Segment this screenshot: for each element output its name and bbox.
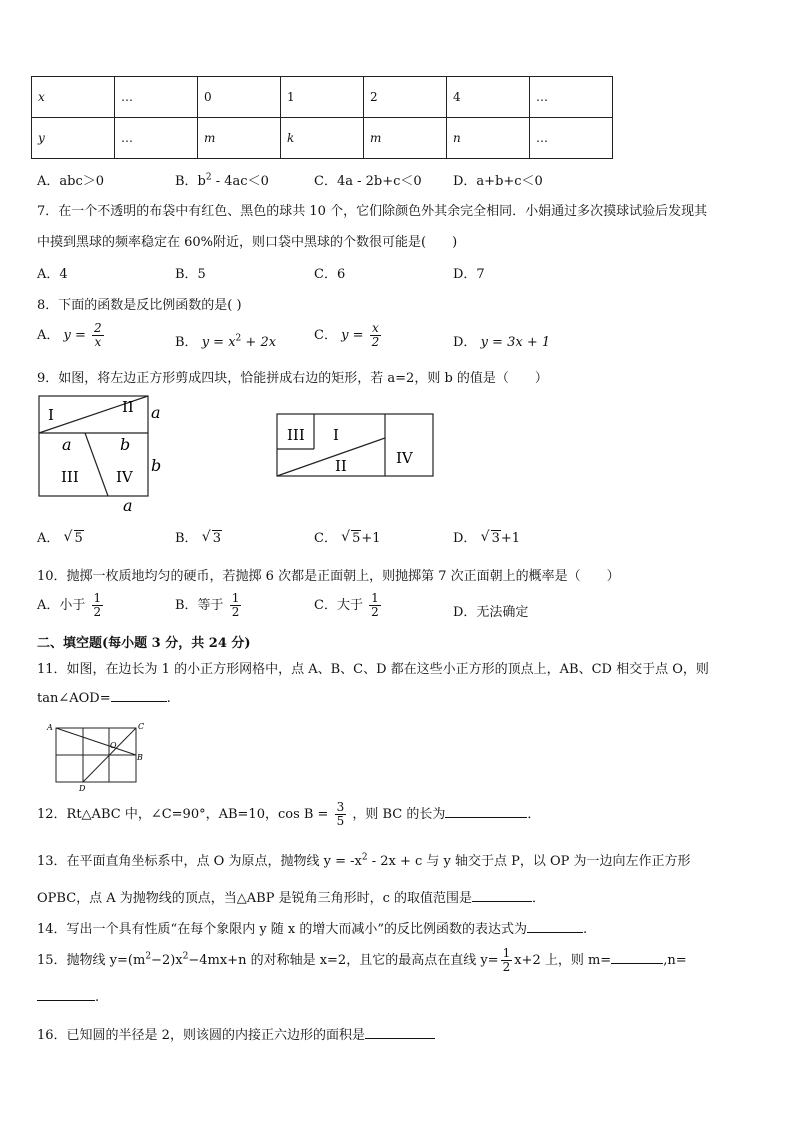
side-label: b xyxy=(120,435,131,454)
expr: y = 3x + 1 xyxy=(480,335,551,350)
point-label: C xyxy=(138,722,144,731)
q7-stem-line1: 7．在一个不透明的布袋中有红色、黑色的球共 10 个，它们除颜色外其余完全相同．小娟通过多次摸球试验后发现其 xyxy=(37,204,708,219)
fraction-numerator: 2 xyxy=(94,321,102,335)
q9-option-c xyxy=(314,527,381,546)
option-label: A．小于 xyxy=(37,598,86,613)
q15-post3: ,n= xyxy=(663,953,687,968)
sqrt: √ 5 xyxy=(341,529,361,546)
q6-option-c: C．4a - 2b+c＜0 xyxy=(314,174,422,189)
tail: +1 xyxy=(500,531,521,546)
q6-option-b-prefix: B．b xyxy=(175,174,206,189)
q9-right-rectangle-figure xyxy=(275,410,440,482)
q16 xyxy=(37,1024,435,1043)
table-cell: … xyxy=(530,118,613,159)
option-label: B． xyxy=(175,531,198,546)
q11-stem-line2: tan∠AOD= . xyxy=(37,691,171,706)
q15-post2: x+2 上，则 m= xyxy=(514,953,612,968)
table-cell: 1 xyxy=(281,77,364,118)
fraction xyxy=(369,592,381,619)
q6-option-b xyxy=(175,170,269,189)
table-cell: y xyxy=(32,118,115,159)
q9-stem: 9．如图，将左边正方形剪成四块，恰能拼成右边的矩形，若 a=2，则 b 的值是（ ） xyxy=(37,371,548,386)
table-cell: … xyxy=(115,77,198,118)
answer-blank xyxy=(527,932,583,933)
table-cell: m xyxy=(364,118,447,159)
table-cell: … xyxy=(115,118,198,159)
point-label: D xyxy=(79,784,86,793)
q11-grid-figure xyxy=(44,718,144,793)
table-cell: x xyxy=(32,77,115,118)
q16-text: 16．已知圆的半径是 2，则该圆的内接正六边形的面积是 xyxy=(37,1028,365,1043)
side-label: a xyxy=(151,403,161,422)
option-label: C．大于 xyxy=(314,598,363,613)
answer-blank xyxy=(111,701,167,702)
q8-option-c xyxy=(314,322,383,349)
table-cell: 4 xyxy=(447,77,530,118)
fraction-denominator: x xyxy=(94,335,102,349)
option-label: C． xyxy=(314,531,337,546)
q6-option-b-sup: 2 xyxy=(205,172,212,183)
fraction-denominator: 2 xyxy=(502,960,511,974)
q15-line2: . xyxy=(37,990,99,1005)
q13-expr-a: 13．在平面直角坐标系中，点 O 为原点，抛物线 y = -x xyxy=(37,854,362,869)
option-label: B．等于 xyxy=(175,598,224,613)
table-cell: 2 xyxy=(364,77,447,118)
q13-line2-text: OPBC，点 A 为抛物线的顶点，当△ABP 是锐角三角形时，c 的取值范围是 xyxy=(37,891,473,906)
exponent: 2 xyxy=(361,852,368,863)
fraction-denominator: 2 xyxy=(371,605,379,619)
q12-suffix: ，则 BC 的长为 xyxy=(352,807,446,822)
side-label: a xyxy=(62,435,72,454)
fraction-denominator: 5 xyxy=(336,814,345,828)
piece-label: IV xyxy=(396,449,413,467)
q12: 12．Rt△ABC 中，∠C=90°，AB=10，cos B = $\frac{3}{5}$ ，则 BC 的长为 ． xyxy=(37,800,541,828)
radicand: 5 xyxy=(74,531,83,546)
piece-label: I xyxy=(333,426,339,444)
q13-line1 xyxy=(37,850,691,869)
sqrt: √ 3 xyxy=(480,529,500,546)
sqrt: √ 5 xyxy=(63,529,83,546)
option-label: B． xyxy=(175,335,198,350)
section-heading: 二、填空题(每小题 3 分，共 24 分) xyxy=(37,636,251,651)
answer-blank xyxy=(37,1000,95,1001)
tail: +1 xyxy=(361,531,381,546)
fraction xyxy=(92,322,104,349)
q8-option-b xyxy=(175,331,276,350)
point-label: O xyxy=(110,741,117,750)
q8-option-d xyxy=(453,331,550,350)
option-label: D． xyxy=(453,531,477,546)
q10-option-d: D．无法确定 xyxy=(453,605,529,620)
piece-label: III xyxy=(287,426,305,444)
q14: 14．写出一个具有性质“在每个象限内 y 随 x 的增大而减小”的反比例函数的表达式为 . xyxy=(37,922,588,937)
radicand: 3 xyxy=(212,531,221,546)
xy-value-table xyxy=(31,76,613,159)
table-row-x xyxy=(32,77,613,118)
q9-option-d xyxy=(453,527,520,546)
q7-option-a: A．4 xyxy=(37,267,68,282)
fraction-denominator: 2 xyxy=(371,335,380,349)
fraction xyxy=(370,322,382,349)
exponent: 2 xyxy=(235,333,242,344)
piece-label: II xyxy=(335,457,347,475)
table-cell: n xyxy=(447,118,530,159)
answer-blank xyxy=(445,817,527,818)
q9-option-b xyxy=(175,527,222,546)
piece-label: I xyxy=(48,406,54,424)
q15-post: −4mx+n 的对称轴是 x=2，且它的最高点在直线 y= xyxy=(188,953,499,968)
fraction-numerator: 1 xyxy=(231,591,240,605)
q11-stem-line1: 11．如图，在边长为 1 的小正方形网格中，点 A、B、C、D 都在这些小正方形的顶点上，AB、CD 相交于点 O，则 xyxy=(37,662,709,677)
q10-stem: 10．抛掷一枚质地均匀的硬币，若抛掷 6 次都是正面朝上，则抛掷第 7 次正面朝上的概率是（ ） xyxy=(37,569,620,584)
table-cell: 0 xyxy=(198,77,281,118)
expr: y = xyxy=(63,328,86,343)
q7-option-d: D．7 xyxy=(453,267,485,282)
fraction-denominator: 2 xyxy=(231,605,240,619)
q6-option-a: A．abc＞0 xyxy=(37,174,105,189)
piece-label: II xyxy=(122,398,134,416)
answer-blank xyxy=(365,1038,435,1039)
fraction xyxy=(92,592,104,619)
fraction-numerator: x xyxy=(370,322,382,336)
table-row-y xyxy=(32,118,613,159)
table-cell: k xyxy=(281,118,364,159)
q10-option-c xyxy=(314,592,383,619)
radicand: 5 xyxy=(352,531,361,546)
q6-option-d: D．a+b+c＜0 xyxy=(453,174,543,189)
answer-blank xyxy=(472,901,532,902)
q9-option-a xyxy=(37,527,84,546)
q10-option-a xyxy=(37,592,105,619)
exponent: 2 xyxy=(182,951,189,962)
fraction-numerator: 3 xyxy=(336,800,345,814)
q7-option-b: B．5 xyxy=(175,267,206,282)
q15 xyxy=(37,947,687,974)
q13-expr-b: - 2x + c 与 y 轴交于点 P，以 OP 为一边向左作正方形 xyxy=(367,854,691,869)
piece-label: IV xyxy=(116,468,133,486)
fraction-denominator: 2 xyxy=(93,605,102,619)
q10-option-b xyxy=(175,592,243,619)
q9-left-square-figure xyxy=(30,390,180,515)
fraction-numerator: 1 xyxy=(371,591,379,605)
fraction xyxy=(230,592,242,619)
option-label: A． xyxy=(37,531,60,546)
q11-expr: tan∠AOD= xyxy=(37,691,111,706)
fraction-numerator: 1 xyxy=(93,591,102,605)
expr: y = xyxy=(341,328,364,343)
q15-mid: −2)x xyxy=(151,953,183,968)
q6-option-b-suffix: - 4ac＜0 xyxy=(211,174,269,189)
q15-pre: 15．抛物线 y=(m xyxy=(37,953,146,968)
q7-option-c: C．6 xyxy=(314,267,346,282)
radicand: 3 xyxy=(491,531,500,546)
q8-stem: 8．下面的函数是反比例函数的是( ) xyxy=(37,298,242,313)
table-cell: … xyxy=(530,77,613,118)
q8-option-a xyxy=(37,322,106,349)
q14-text: 14．写出一个具有性质“在每个象限内 y 随 x 的增大而减小”的反比例函数的表达式为 xyxy=(37,922,528,937)
q13-line2: OPBC，点 A 为抛物线的顶点，当△ABP 是锐角三角形时，c 的取值范围是 ． xyxy=(37,891,546,906)
side-label: a xyxy=(123,496,133,515)
fraction-numerator: 1 xyxy=(502,946,511,960)
option-label: A． xyxy=(37,328,60,343)
point-label: B xyxy=(137,753,143,762)
sqrt: √ 3 xyxy=(201,529,221,546)
q7-stem-line2: 中摸到黑球的频率稳定在 60%附近，则口袋中黑球的个数很可能是( ) xyxy=(37,235,458,250)
option-label: C． xyxy=(314,328,337,343)
q12-prefix: 12．Rt△ABC 中，∠C=90°，AB=10，cos B = xyxy=(37,807,329,822)
expr: + 2x xyxy=(241,335,277,350)
side-label: b xyxy=(151,456,162,475)
expr: y = x xyxy=(201,335,236,350)
option-label: D． xyxy=(453,335,477,350)
point-label: A xyxy=(47,723,53,732)
fraction xyxy=(501,947,513,974)
table-cell: m xyxy=(198,118,281,159)
fraction xyxy=(335,801,347,828)
answer-blank xyxy=(611,963,663,964)
exponent: 2 xyxy=(145,951,152,962)
piece-label: III xyxy=(61,468,79,486)
